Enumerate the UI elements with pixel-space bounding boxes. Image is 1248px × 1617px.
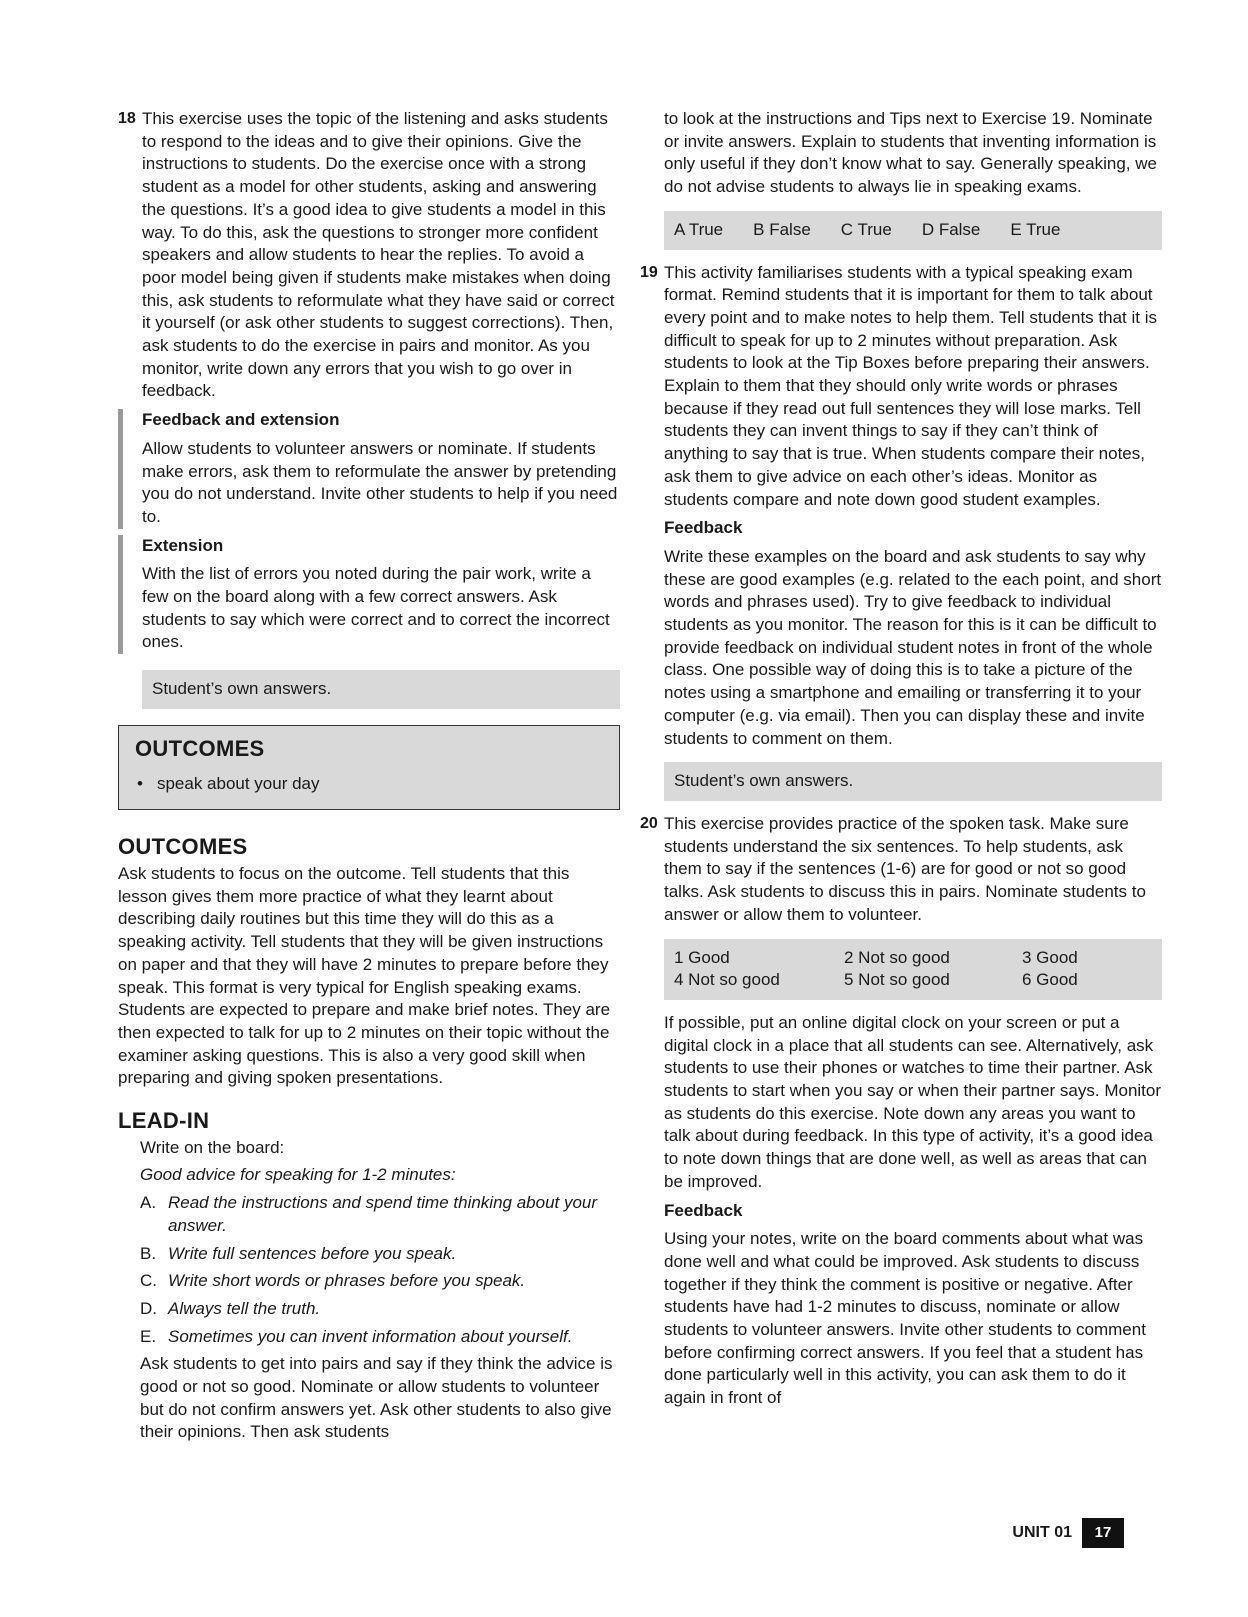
answer-item: A True <box>674 219 724 239</box>
unit-label: UNIT 01 <box>1012 1523 1072 1541</box>
exercise-19 <box>640 262 1162 751</box>
exercise-text: This exercise provides practice of the spoken task. Make sure students understand the six sentences. To help students, ask them to say if the sentences (1-6) are for good or not so good talks. Ask students to discuss this in pairs. Nominate students to answer or allow them to volunteer. <box>664 813 1146 924</box>
answer-item: C True <box>840 219 892 239</box>
feedback-text: Write these examples on the board and ask students to say why these are good examples (e.g. related to the each point, and short words and phrases used). Try to give feedback to individual students as you monitor. The reason for this is it can be difficult to provide feedback on individual student notes in front of the whole class. One possible way of doing this is to take a picture of the notes using a smartphone and emailing or transferring it to your computer (e.g. via email). Then you can display these and invite students to comment on them. <box>664 546 1162 748</box>
leadin-answer-box <box>664 211 1162 250</box>
ex20-continued <box>658 1012 1162 1410</box>
answer-item: 5 Not so good <box>844 970 950 990</box>
bullet-icon: • <box>137 773 143 793</box>
exercise-number: 18 <box>118 110 136 127</box>
ex20-text2: If possible, put an online digital clock on your screen or put a digital clock in a place that all students can see. Alternatively, ask students to use their phones or watches to time their partner. Ask students to start when you say or when their partner says. Monitor as students do this exercise. Note down any areas you want to talk about during feedback. In this type of activity, it’s a good idea to note down things that are done well, as well as areas that can be improved. <box>664 1012 1162 1191</box>
outcomes-text: Ask students to focus on the outcome. Tell students that this lesson gives them more practice of what they learnt about describing daily routines but this time they will do this as a speaking activity. Tell students that they will be given instructions on paper and that they will have 2 minutes to prepare before they speak. This format is very typical for English speaking exams. Students are expected to prepare and make brief notes. They are then expected to talk for up to 2 minutes on their topic without the examiner asking questions. This is also a very good skill when preparing and giving spoken presentations. <box>118 863 611 1088</box>
feedback-heading: Feedback <box>664 518 743 538</box>
ex20-answer-box <box>664 939 1162 1000</box>
answer-text: Student’s own answers. <box>152 679 332 699</box>
answer-box <box>664 762 1162 801</box>
right-column <box>640 108 1162 1410</box>
outcomes-box <box>118 725 620 810</box>
exercise-text: This activity familiarises students with a typical speaking exam format. Remind students that it is important for them to talk about every point and to make notes to help them. Tell students that it is difficult to speak for up to 2 minutes without preparation. Ask students to look at the Tip Boxes before preparing their answers. Explain to them that they should only write words or phrases because if they read out full sentences they will lose marks. Tell students they can invent things to say if they can’t think of anything to say that is true. When students compare their notes, ask them to give advice on each other’s ideas. Monitor as students compare and note down good student examples. <box>664 262 1157 509</box>
exercise-20 <box>640 813 1162 927</box>
answer-item: 6 Good <box>1022 970 1078 990</box>
extension-block <box>118 535 620 655</box>
list-item: C. Write short words or phrases before you speak. <box>140 1271 526 1291</box>
answer-item: 3 Good <box>1022 947 1078 967</box>
answer-item: D False <box>921 219 981 239</box>
extension-heading: Extension <box>142 535 224 555</box>
answer-text: Student’s own answers. <box>674 771 854 791</box>
leadin-subtitle: Good advice for speaking for 1-2 minutes: <box>140 1165 456 1185</box>
answer-item: 1 Good <box>674 947 730 967</box>
leadin-section <box>118 1110 620 1444</box>
outcomes-heading: OUTCOMES <box>118 834 248 860</box>
leadin-intro: Write on the board: <box>140 1137 285 1157</box>
list-item: D. Always tell the truth. <box>140 1298 321 1318</box>
feedback-extension-block <box>118 409 620 529</box>
feedback-text: Using your notes, write on the board comments about what was done well and what could be improved. Ask students to discuss together if they think the comment is positive or negative. After students have had 1-2 minutes to discuss, nominate or allow students to volunteer answers. Invite other students to comment before confirming correct answers. If you feel that a student has done particularly well in this activity, you can ask them to do it again in front of <box>664 1229 1146 1408</box>
leadin-heading: LEAD-IN <box>118 1108 210 1134</box>
outcome-text: speak about your day <box>156 773 320 793</box>
answer-item: 2 Not so good <box>844 947 950 967</box>
extension-text: With the list of errors you noted during the pair work, write a few on the board along with a few correct answers. Ask students to say which were correct and to correct the incorrect ones. <box>142 564 610 652</box>
answer-item: E True <box>1010 219 1061 239</box>
exercise-number: 19 <box>640 263 658 281</box>
page-footer <box>1012 1518 1124 1548</box>
page-number: 17 <box>1082 1518 1124 1548</box>
exercise-text: This exercise uses the topic of the listening and asks students to respond to the ideas and to give their opinions. Give the instructions to students. Do the exercise once with a strong student as a model for other students, asking and answering the questions. It’s a good idea to give students a model in this way. To do this, ask the questions to stronger more confident speakers and allow students to hear the replies. To avoid a poor model being given if students make mistakes when doing this, ask students to reformulate what they have said or correct it yourself (or ask other students to suggest corrections). Then, ask students to do the exercise in pairs and monitor. As you monitor, write down any errors that you wish to go over in feedback. <box>142 109 615 401</box>
outcome-item <box>135 773 603 796</box>
exercise-number: 20 <box>640 814 658 832</box>
list-item: A. Read the instructions and spend time thinking about your answer. <box>140 1193 598 1235</box>
answer-item: 4 Not so good <box>674 970 780 990</box>
answer-item: B False <box>753 219 811 239</box>
advice-list <box>118 1192 620 1348</box>
exercise-18 <box>118 108 620 403</box>
feedback-heading: Feedback and extension <box>142 410 340 430</box>
list-item: B. Write full sentences before you speak. <box>140 1243 457 1263</box>
feedback-text: Allow students to volunteer answers or nominate. If students make errors, ask them to reformulate the answer by pretending you do not understand. Invite other students to help if you need to. <box>142 438 618 526</box>
answer-box <box>142 670 620 709</box>
outcomes-box-title: OUTCOMES <box>135 735 265 761</box>
list-item: E. Sometimes you can invent information about yourself. <box>140 1326 573 1346</box>
feedback-heading: Feedback <box>664 1200 743 1220</box>
outcomes-section <box>118 836 620 1090</box>
leadin-outro: Ask students to get into pairs and say if they think the advice is good or not so good. Nominate or allow students to volunteer but do not confirm answers yet. Ask other students to also give their opinions. Then ask students <box>140 1354 613 1442</box>
continued-text: to look at the instructions and Tips next to Exercise 19. Nominate or invite answers. Explain to students that inventing information is only useful if they don’t know what to say. Generally speaking, we do not advise students to always lie in speaking exams. <box>664 109 1157 197</box>
left-column <box>118 108 620 1444</box>
